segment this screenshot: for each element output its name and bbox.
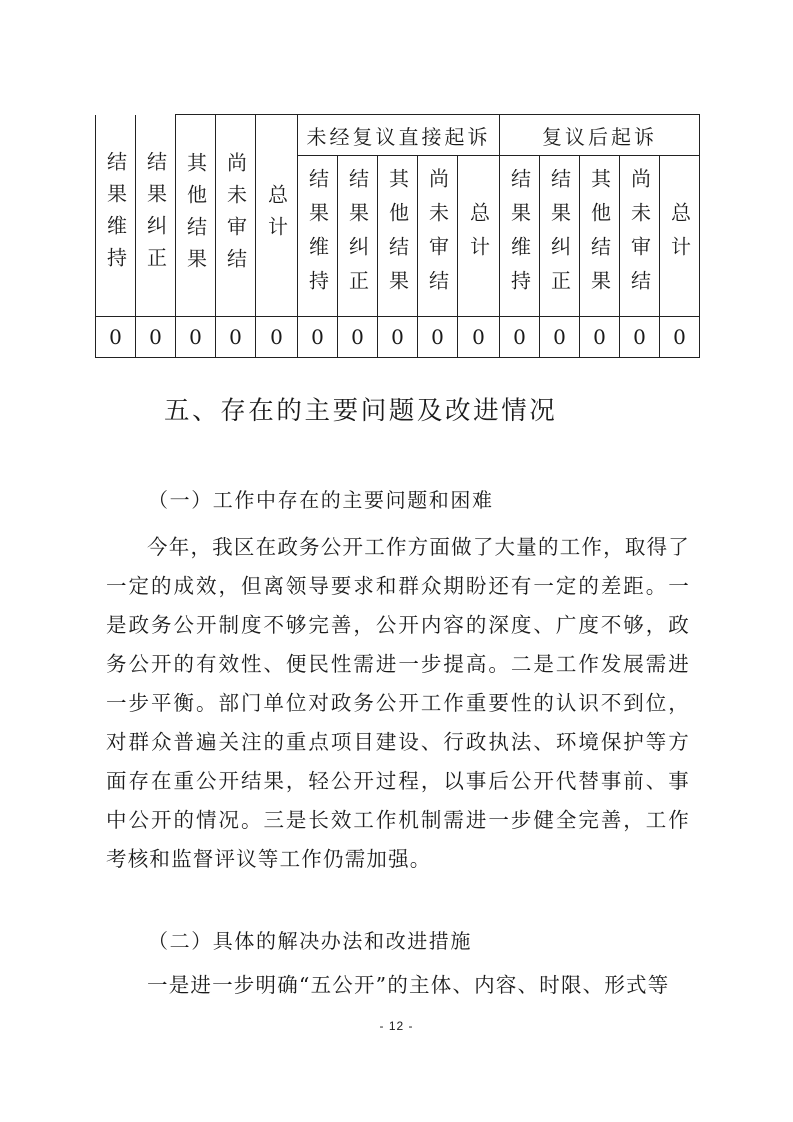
- subsection-title-1: （一）工作中存在的主要问题和困难: [148, 488, 494, 512]
- value-cell: 0: [216, 317, 256, 358]
- paragraph-2-text: 一是进一步明确“五公开”的主体、内容、时限、形式等: [147, 973, 670, 997]
- value-cell: 0: [256, 317, 298, 358]
- value-cell: 0: [540, 317, 580, 358]
- sub-header-cell: 总计: [458, 156, 500, 317]
- value-cell: 0: [136, 317, 176, 358]
- value-cell: 0: [378, 317, 418, 358]
- litigation-stats-table: [95, 114, 700, 358]
- sub-header-cell: 尚未审结: [418, 156, 458, 317]
- group-header-unreviewed: 未经复议直接起诉: [298, 115, 500, 156]
- value-cell: 0: [458, 317, 500, 358]
- header-cell: 尚未审结: [216, 115, 256, 317]
- header-cell: 结果维持: [96, 115, 136, 317]
- header-cell: 其他结果: [176, 115, 216, 317]
- sub-header-cell: 其他结果: [580, 156, 620, 317]
- section-title: 五、存在的主要问题及改进情况: [164, 396, 558, 426]
- sub-header-cell: 总计: [660, 156, 700, 317]
- value-cell: 0: [580, 317, 620, 358]
- sub-header-cell: 结果维持: [500, 156, 540, 317]
- sub-header-cell: 结果维持: [298, 156, 338, 317]
- paragraph-1-text: 今年，我区在政务公开工作方面做了大量的工作，取得了一定的成效，但离领导要求和群众期盼还有一定的差距。一是政务公开制度不够完善，公开内容的深度、广度不够，政务公开的有效性、便民性需进一步提高。二是工作发展需进一步平衡。部门单位对政务公开工作重要性的认识不到位，对群众普遍关注的重点项目建设、行政执法、环境保护等方面存在重公开结果，轻公开过程，以事后公开代替事前、事中公开的情况。三是长效工作机制需进一步健全完善，工作考核和监督评议等工作仍需加强。: [106, 535, 690, 871]
- paragraph-2: [106, 966, 690, 1005]
- group-header-reviewed: 复议后起诉: [500, 115, 700, 156]
- header-cell: 结果纠正: [136, 115, 176, 317]
- value-cell: 0: [418, 317, 458, 358]
- value-cell: 0: [620, 317, 660, 358]
- value-cell: 0: [338, 317, 378, 358]
- sub-header-cell: 尚未审结: [620, 156, 660, 317]
- value-cell: 0: [176, 317, 216, 358]
- value-cell: 0: [500, 317, 540, 358]
- page-number: - 12 -: [379, 1019, 414, 1033]
- paragraph-1: [106, 528, 690, 879]
- sub-header-cell: 结果纠正: [540, 156, 580, 317]
- sub-header-cell: 其他结果: [378, 156, 418, 317]
- sub-header-cell: 结果纠正: [338, 156, 378, 317]
- subsection-title-2: （二）具体的解决办法和改进措施: [148, 929, 472, 953]
- header-cell: 总计: [256, 115, 298, 317]
- value-cell: 0: [660, 317, 700, 358]
- value-cell: 0: [96, 317, 136, 358]
- value-cell: 0: [298, 317, 338, 358]
